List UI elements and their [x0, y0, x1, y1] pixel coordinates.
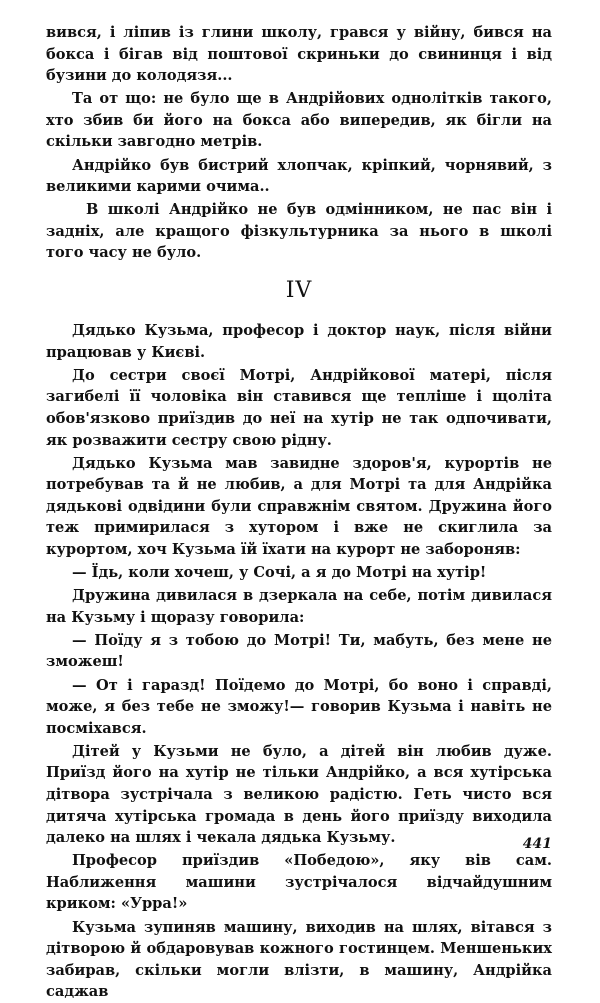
paragraph: До сестри своєї Мотрі, Андрійкової матері, після загибелі її чоловіка він ставився ще тепліше і щоліта обов'язково приїздив до неї на хутір не так одпочивати, як розважити сестру свою рідну.	[46, 366, 552, 449]
paragraph-continued: вився, і ліпив із глини школу, грався у війну, бився на бокса і бігав від поштової скриньки до свининця і від бузини до колодязя...	[46, 24, 552, 85]
paragraph: Дядько Кузьма мав завидне здоров'я, курортів не потребував та й не любив, а для Мотрі та для Андрійка дядькові одвідини були справжнім святом. Дружина його теж примирилася з хутором і вже не скиглила за курортом, хоч Кузьма їй їхати на курорт не забороняв:	[46, 454, 552, 558]
chapter-heading: IV	[285, 278, 313, 304]
dialogue-line: — Поїду я з тобою до Мотрі! Ти, мабуть, без мене не зможеш!	[46, 631, 552, 671]
paragraph: Дружина дивилася в дзеркала на себе, потім дивилася на Кузьму і щоразу говорила:	[46, 587, 552, 626]
paragraph: Кузьма зупиняв машину, виходив на шлях, вітався з дітворою й обдаровував кожного гостинцем. Меншеньких забирав, скільки могли влізти, в машину, Андрійка саджав	[46, 918, 552, 1001]
dialogue-line: — Їдь, коли хочеш, у Сочі, а я до Мотрі на хутір!	[72, 564, 487, 582]
paragraph: Андрійко був бистрий хлопчак, кріпкий, чорнявий, з великими карими очима..	[46, 156, 552, 196]
dialogue-line: — От і гаразд! Поїдемо до Мотрі, бо воно і справді, може, я без тебе не зможу!— говорив Кузьма і навіть не посміхався.	[46, 676, 552, 737]
paragraph: Та от що: не було ще в Андрійових однолітків такого, хто збив би його на бокса або випередив, як бігли на скільки завгодно метрів.	[46, 90, 552, 151]
paragraph: Професор приїздив «Победою», яку вів сам. Наближення машини зустрічалося відчайдушним криком: «Урра!»	[46, 852, 552, 913]
paragraph: В школі Андрійко не був одмінником, не пас він і задніх, але кращого фізкультурника за нього в школі того часу не було.	[46, 201, 552, 262]
paragraph: Дітей у Кузьми не було, а дітей він любив дуже. Приїзд його на хутір не тільки Андрійко, а вся хутірська дітвора зустрічала з великою радістю. Геть чисто вся дитяча хутірська громада в день його приїзду виходила далеко на шлях і чекала дядька Кузьму.	[46, 742, 552, 847]
book-page	[46, 22, 552, 1001]
page-number: 441	[522, 836, 552, 852]
paragraph: Дядько Кузьма, професор і доктор наук, після війни працював у Києві.	[46, 322, 552, 361]
